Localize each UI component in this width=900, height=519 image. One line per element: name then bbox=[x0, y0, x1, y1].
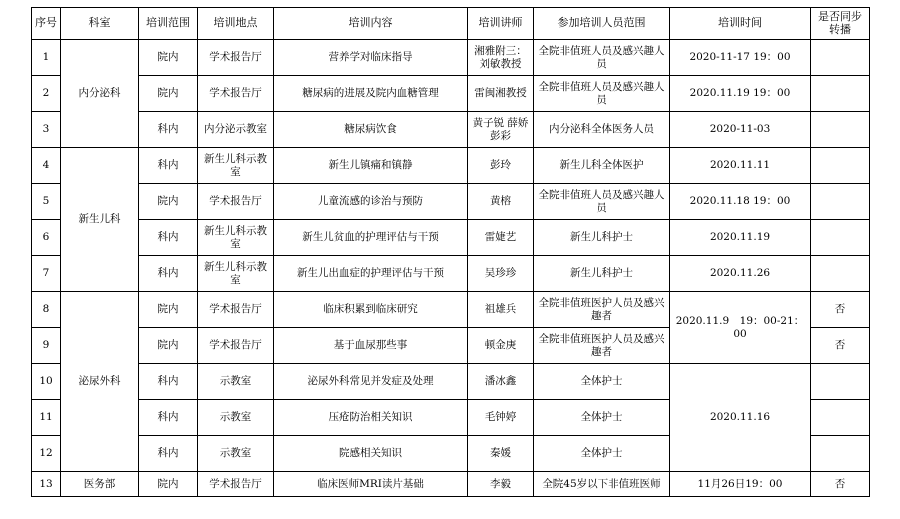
cell-location: 学术报告厅 bbox=[198, 328, 274, 364]
cell-lecturer: 彭玲 bbox=[468, 148, 534, 184]
cell-time: 2020.11.18 19：00 bbox=[670, 184, 811, 220]
cell-broadcast bbox=[811, 184, 870, 220]
cell-content: 院感相关知识 bbox=[274, 436, 468, 472]
cell-department: 泌尿外科 bbox=[61, 292, 139, 472]
cell-no: 5 bbox=[32, 184, 61, 220]
cell-attendees: 全院45岁以下非值班医师 bbox=[534, 472, 670, 497]
cell-time: 2020-11-03 bbox=[670, 112, 811, 148]
cell-time: 2020.11.26 bbox=[670, 256, 811, 292]
header-time: 培训时间 bbox=[670, 8, 811, 40]
cell-scope: 科内 bbox=[139, 436, 198, 472]
cell-time: 11月26日19：00 bbox=[670, 472, 811, 497]
header-attendees: 参加培训人员范围 bbox=[534, 8, 670, 40]
cell-content: 压疮防治相关知识 bbox=[274, 400, 468, 436]
cell-location: 示教室 bbox=[198, 436, 274, 472]
cell-no: 8 bbox=[32, 292, 61, 328]
cell-broadcast bbox=[811, 400, 870, 436]
cell-lecturer: 黄榕 bbox=[468, 184, 534, 220]
cell-department: 新生儿科 bbox=[61, 148, 139, 292]
cell-content: 新生儿镇痛和镇静 bbox=[274, 148, 468, 184]
cell-time: 2020.11.11 bbox=[670, 148, 811, 184]
cell-lecturer: 雷婕艺 bbox=[468, 220, 534, 256]
cell-location: 学术报告厅 bbox=[198, 76, 274, 112]
table-row bbox=[32, 364, 870, 400]
cell-attendees: 全院非值班医护人员及感兴趣者 bbox=[534, 328, 670, 364]
cell-lecturer: 祖雄兵 bbox=[468, 292, 534, 328]
cell-location: 新生儿科示教室 bbox=[198, 256, 274, 292]
cell-content: 儿童流感的诊治与预防 bbox=[274, 184, 468, 220]
cell-attendees: 全院非值班医护人员及感兴趣者 bbox=[534, 292, 670, 328]
cell-no: 9 bbox=[32, 328, 61, 364]
cell-no: 6 bbox=[32, 220, 61, 256]
cell-time-merged: 2020.11.16 bbox=[670, 364, 811, 472]
cell-scope: 科内 bbox=[139, 220, 198, 256]
cell-lecturer: 湘雅附三：刘敏教授 bbox=[468, 40, 534, 76]
cell-no: 13 bbox=[32, 472, 61, 497]
cell-lecturer: 黄子锐 薛娇彭彩 bbox=[468, 112, 534, 148]
cell-no: 4 bbox=[32, 148, 61, 184]
cell-attendees: 新生儿科全体医护 bbox=[534, 148, 670, 184]
cell-time: 2020.11.19 bbox=[670, 220, 811, 256]
cell-scope: 院内 bbox=[139, 292, 198, 328]
table-row bbox=[32, 40, 870, 76]
cell-broadcast bbox=[811, 256, 870, 292]
cell-broadcast bbox=[811, 148, 870, 184]
cell-lecturer: 毛钟婷 bbox=[468, 400, 534, 436]
cell-broadcast bbox=[811, 40, 870, 76]
cell-content: 临床积累到临床研究 bbox=[274, 292, 468, 328]
header-department: 科室 bbox=[61, 8, 139, 40]
cell-no: 11 bbox=[32, 400, 61, 436]
cell-time: 2020.11.19 19：00 bbox=[670, 76, 811, 112]
cell-broadcast bbox=[811, 364, 870, 400]
cell-content: 营养学对临床指导 bbox=[274, 40, 468, 76]
cell-attendees: 内分泌科全体医务人员 bbox=[534, 112, 670, 148]
cell-broadcast: 否 bbox=[811, 472, 870, 497]
cell-location: 学术报告厅 bbox=[198, 292, 274, 328]
cell-attendees: 全院非值班人员及感兴趣人员 bbox=[534, 76, 670, 112]
cell-content: 糖尿病饮食 bbox=[274, 112, 468, 148]
header-location: 培训地点 bbox=[198, 8, 274, 40]
cell-content: 泌尿外科常见并发症及处理 bbox=[274, 364, 468, 400]
table-row bbox=[32, 472, 870, 497]
cell-scope: 院内 bbox=[139, 472, 198, 497]
cell-attendees: 新生儿科护士 bbox=[534, 220, 670, 256]
cell-scope: 科内 bbox=[139, 364, 198, 400]
cell-location: 示教室 bbox=[198, 400, 274, 436]
cell-location: 学术报告厅 bbox=[198, 184, 274, 220]
cell-content: 糖尿病的进展及院内血糖管理 bbox=[274, 76, 468, 112]
cell-broadcast: 否 bbox=[811, 328, 870, 364]
cell-attendees: 全院非值班人员及感兴趣人员 bbox=[534, 184, 670, 220]
cell-department: 内分泌科 bbox=[61, 40, 139, 148]
table-row bbox=[32, 112, 870, 148]
cell-broadcast: 否 bbox=[811, 292, 870, 328]
cell-content: 新生儿贫血的护理评估与干预 bbox=[274, 220, 468, 256]
header-content: 培训内容 bbox=[274, 8, 468, 40]
cell-attendees: 全体护士 bbox=[534, 436, 670, 472]
table-row bbox=[32, 76, 870, 112]
cell-location: 学术报告厅 bbox=[198, 40, 274, 76]
cell-broadcast bbox=[811, 112, 870, 148]
cell-content: 临床医师MRI读片基础 bbox=[274, 472, 468, 497]
cell-lecturer: 顿金庚 bbox=[468, 328, 534, 364]
cell-attendees: 全院非值班人员及感兴趣人员 bbox=[534, 40, 670, 76]
cell-no: 12 bbox=[32, 436, 61, 472]
cell-content: 新生儿出血症的护理评估与干预 bbox=[274, 256, 468, 292]
cell-lecturer: 秦媛 bbox=[468, 436, 534, 472]
cell-department: 医务部 bbox=[61, 472, 139, 497]
cell-time: 2020-11-17 19：00 bbox=[670, 40, 811, 76]
cell-no: 2 bbox=[32, 76, 61, 112]
cell-location: 新生儿科示教室 bbox=[198, 148, 274, 184]
cell-location: 内分泌示教室 bbox=[198, 112, 274, 148]
cell-no: 1 bbox=[32, 40, 61, 76]
cell-attendees: 全体护士 bbox=[534, 400, 670, 436]
header-broadcast: 是否同步转播 bbox=[811, 8, 870, 40]
header-no: 序号 bbox=[32, 8, 61, 40]
cell-attendees: 全体护士 bbox=[534, 364, 670, 400]
cell-no: 7 bbox=[32, 256, 61, 292]
cell-lecturer: 潘冰鑫 bbox=[468, 364, 534, 400]
cell-scope: 科内 bbox=[139, 256, 198, 292]
cell-scope: 院内 bbox=[139, 40, 198, 76]
training-schedule-table bbox=[31, 7, 870, 497]
table-row bbox=[32, 220, 870, 256]
cell-scope: 科内 bbox=[139, 112, 198, 148]
cell-attendees: 新生儿科护士 bbox=[534, 256, 670, 292]
cell-no: 3 bbox=[32, 112, 61, 148]
cell-location: 学术报告厅 bbox=[198, 472, 274, 497]
cell-scope: 院内 bbox=[139, 184, 198, 220]
cell-broadcast bbox=[811, 76, 870, 112]
cell-content: 基于血尿那些事 bbox=[274, 328, 468, 364]
cell-scope: 院内 bbox=[139, 328, 198, 364]
cell-location: 示教室 bbox=[198, 364, 274, 400]
cell-scope: 科内 bbox=[139, 400, 198, 436]
cell-lecturer: 李毅 bbox=[468, 472, 534, 497]
cell-scope: 科内 bbox=[139, 148, 198, 184]
cell-lecturer: 吴珍珍 bbox=[468, 256, 534, 292]
cell-time-merged: 2020.11.9 19：00-21：00 bbox=[670, 292, 811, 364]
cell-lecturer: 雷闽湘教授 bbox=[468, 76, 534, 112]
header-scope: 培训范围 bbox=[139, 8, 198, 40]
table-row bbox=[32, 256, 870, 292]
cell-broadcast bbox=[811, 436, 870, 472]
header-row bbox=[32, 8, 870, 40]
cell-broadcast bbox=[811, 220, 870, 256]
cell-scope: 院内 bbox=[139, 76, 198, 112]
header-lecturer: 培训讲师 bbox=[468, 8, 534, 40]
table-row bbox=[32, 292, 870, 328]
table-row bbox=[32, 184, 870, 220]
table-row bbox=[32, 148, 870, 184]
cell-no: 10 bbox=[32, 364, 61, 400]
cell-location: 新生儿科示教室 bbox=[198, 220, 274, 256]
